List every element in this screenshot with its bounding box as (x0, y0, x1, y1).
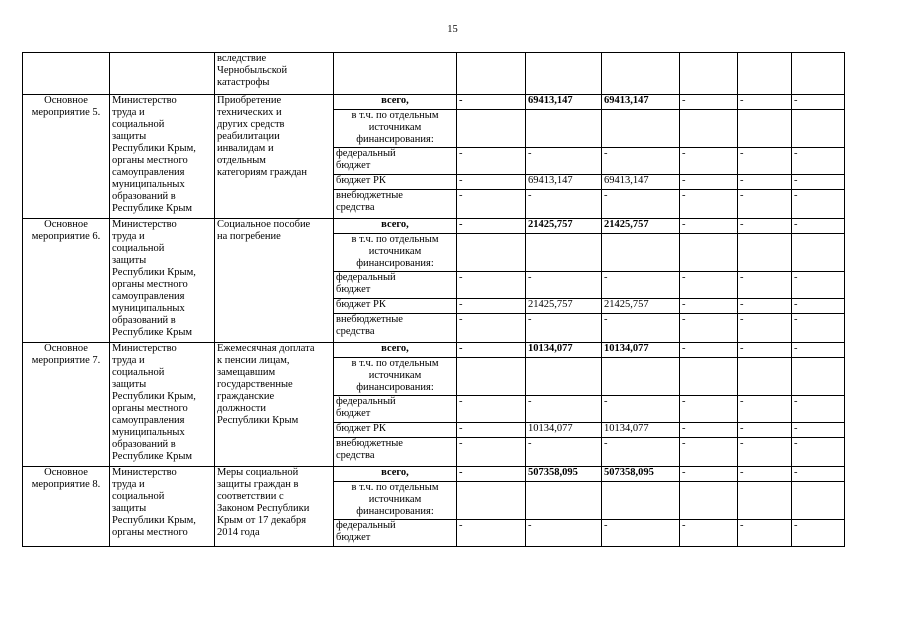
source-incl-label: в т.ч. по отдельным источникам финансирования: (334, 482, 457, 520)
value-cell: - (738, 95, 792, 110)
value-cell: - (457, 190, 526, 219)
page-number: 15 (447, 24, 458, 35)
event-name-cell: Социальное пособие на погребение (215, 219, 334, 343)
source-total-label: всего, (334, 95, 457, 110)
value-cell: - (738, 148, 792, 175)
value-cell: - (602, 396, 680, 423)
value-cell: - (680, 175, 738, 190)
source-federal-label: федеральный бюджет (334, 396, 457, 423)
value-cell: - (792, 467, 845, 482)
value-cell: - (602, 438, 680, 467)
value-cell: 69413,147 (602, 175, 680, 190)
event-id-cell: Основное мероприятие 8. (23, 467, 110, 547)
value-cell: 507358,095 (526, 467, 602, 482)
executor-cell: Министерство труда и социальной защиты Республики Крым, органы местного самоуправления муниципальных образований в Республике Крым (110, 343, 215, 467)
value-cell: - (680, 438, 738, 467)
value-cell: 10134,077 (602, 343, 680, 358)
value-cell: - (526, 190, 602, 219)
value-cell: - (680, 272, 738, 299)
table-row (23, 95, 845, 110)
event-id-cell: Основное мероприятие 5. (23, 95, 110, 219)
value-cell: - (526, 272, 602, 299)
source-incl-label: в т.ч. по отдельным источникам финансирования: (334, 110, 457, 148)
value-cell: - (738, 175, 792, 190)
value-cell: - (792, 343, 845, 358)
value-cell: - (457, 467, 526, 482)
value-cell: - (680, 95, 738, 110)
source-total-label: всего, (334, 219, 457, 234)
value-cell: - (602, 272, 680, 299)
value-cell: - (792, 95, 845, 110)
value-cell: - (680, 343, 738, 358)
value-cell: - (602, 148, 680, 175)
value-cell: - (680, 396, 738, 423)
value-cell: - (738, 219, 792, 234)
source-total-label: всего, (334, 343, 457, 358)
executor-cell: Министерство труда и социальной защиты Республики Крым, органы местного самоуправления муниципальных образований в Республике Крым (110, 219, 215, 343)
value-cell: - (680, 520, 738, 547)
value-cell: - (602, 190, 680, 219)
value-cell: - (738, 467, 792, 482)
executor-cell: Министерство труда и социальной защиты Республики Крым, органы местного самоуправления муниципальных образований в Республике Крым (110, 95, 215, 219)
event-id-cell: Основное мероприятие 7. (23, 343, 110, 467)
value-cell: - (680, 314, 738, 343)
source-federal-label: федеральный бюджет (334, 272, 457, 299)
value-cell: 21425,757 (526, 219, 602, 234)
value-cell: - (792, 438, 845, 467)
value-cell: - (738, 520, 792, 547)
value-cell: - (602, 520, 680, 547)
value-cell: - (738, 314, 792, 343)
value-cell: 21425,757 (602, 219, 680, 234)
table-row (23, 467, 845, 482)
value-cell: - (680, 148, 738, 175)
source-rk-label: бюджет РК (334, 299, 457, 314)
value-cell: - (457, 148, 526, 175)
value-cell: - (602, 314, 680, 343)
value-cell: - (792, 272, 845, 299)
event-name-cell: вследствие Чернобыльской катастрофы (215, 53, 334, 95)
event-id-cell: Основное мероприятие 6. (23, 219, 110, 343)
value-cell: - (738, 299, 792, 314)
value-cell: - (457, 175, 526, 190)
source-extra-label: внебюджетные средства (334, 190, 457, 219)
value-cell: - (457, 95, 526, 110)
value-cell: - (792, 219, 845, 234)
value-cell: - (792, 423, 845, 438)
value-cell: 10134,077 (526, 423, 602, 438)
value-cell: - (680, 299, 738, 314)
value-cell: - (738, 438, 792, 467)
source-rk-label: бюджет РК (334, 423, 457, 438)
value-cell: - (738, 396, 792, 423)
value-cell: - (457, 438, 526, 467)
event-name-cell: Ежемесячная доплата к пенсии лицам, замещавшим государственные гражданские должности Республики Крым (215, 343, 334, 467)
value-cell: 69413,147 (526, 95, 602, 110)
value-cell: - (738, 190, 792, 219)
value-cell: - (457, 520, 526, 547)
value-cell: 507358,095 (602, 467, 680, 482)
value-cell: - (457, 343, 526, 358)
event-name-cell: Приобретение технических и других средств реабилитации инвалидам и отдельным категориям граждан (215, 95, 334, 219)
value-cell: 69413,147 (526, 175, 602, 190)
value-cell: - (738, 423, 792, 438)
value-cell: - (792, 148, 845, 175)
value-cell: - (680, 190, 738, 219)
source-incl-label: в т.ч. по отдельным источникам финансирования: (334, 358, 457, 396)
value-cell: - (457, 219, 526, 234)
value-cell: - (792, 190, 845, 219)
value-cell: - (457, 423, 526, 438)
value-cell: - (457, 299, 526, 314)
source-rk-label: бюджет РК (334, 175, 457, 190)
value-cell: - (526, 396, 602, 423)
executor-cell: Министерство труда и социальной защиты Республики Крым, органы местного (110, 467, 215, 547)
table-row (23, 343, 845, 358)
budget-table (22, 52, 845, 547)
source-extra-label: внебюджетные средства (334, 314, 457, 343)
table-row (23, 53, 845, 95)
value-cell: 21425,757 (602, 299, 680, 314)
value-cell: - (457, 272, 526, 299)
value-cell: - (792, 299, 845, 314)
value-cell: - (738, 343, 792, 358)
value-cell: - (526, 520, 602, 547)
value-cell: 21425,757 (526, 299, 602, 314)
source-extra-label: внебюджетные средства (334, 438, 457, 467)
value-cell: - (792, 396, 845, 423)
value-cell: - (792, 175, 845, 190)
source-incl-label: в т.ч. по отдельным источникам финансирования: (334, 234, 457, 272)
value-cell: - (680, 467, 738, 482)
value-cell: - (792, 314, 845, 343)
value-cell: - (526, 314, 602, 343)
event-name-cell: Меры социальной защиты граждан в соответствии с Законом Республики Крым от 17 декабря 2014 года (215, 467, 334, 547)
value-cell: - (738, 272, 792, 299)
value-cell: - (526, 148, 602, 175)
value-cell: - (680, 423, 738, 438)
value-cell: - (792, 520, 845, 547)
value-cell: - (526, 438, 602, 467)
value-cell: 10134,077 (526, 343, 602, 358)
value-cell: - (457, 314, 526, 343)
table-row (23, 219, 845, 234)
source-federal-label: федеральный бюджет (334, 148, 457, 175)
value-cell: - (680, 219, 738, 234)
value-cell: 10134,077 (602, 423, 680, 438)
source-total-label: всего, (334, 467, 457, 482)
value-cell: - (457, 396, 526, 423)
value-cell: 69413,147 (602, 95, 680, 110)
source-federal-label: федеральный бюджет (334, 520, 457, 547)
